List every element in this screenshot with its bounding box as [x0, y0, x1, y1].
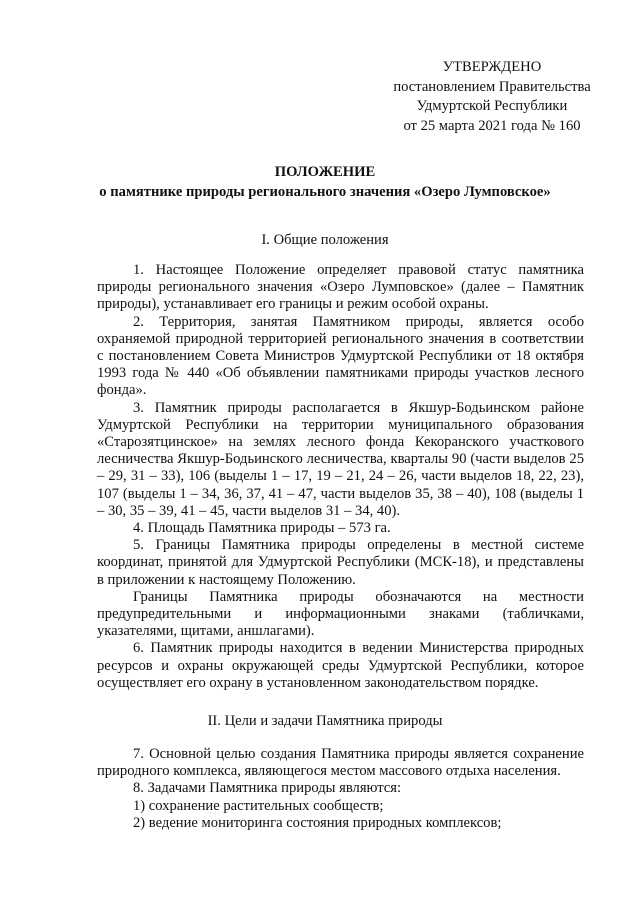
document-title: ПОЛОЖЕНИЕ	[274, 164, 376, 180]
approval-line-date: от 25 марта 2021 года № 160	[403, 117, 581, 134]
paragraph-3: 3. Памятник природы располагается в Якшур-Бодьинском районе Удмуртской Республики на территории муниципального образования «Старозятцинское» на землях лесного фонда Кекоранского участкового лесничества Якшур-Бодьинского лесничества, кварталы 90 (части выделов 25 – 29, 31 – 33), 106 (выделы 1 – 17, 19 – 21, 24 – 26, части выделов 18, 22, 23), 107 (выделы 1 – 34, 36, 37, 41 – 47, части выделов 35, 38 – 40), 108 (выделы 1 – 30, 35 – 39, 41 – 45, части выделов 31 – 34, 40).	[97, 399, 584, 519]
section-1-heading: I. Общие положения	[261, 232, 389, 248]
section-1-body	[97, 262, 584, 692]
approval-stamp	[392, 58, 592, 136]
paragraph-8: 8. Задачами Памятника природы являются:	[133, 780, 402, 797]
approval-line-resolution: постановлением Правительства	[393, 78, 591, 95]
section-2-body	[97, 746, 584, 832]
paragraph-5: 5. Границы Памятника природы определены в местной системе координат, принятой для Удмуртской Республики (МСК-18), и представлены в приложении к настоящему Положению.	[97, 537, 584, 588]
paragraph-5-boundaries: Границы Памятника природы обозначаются на местности предупредительными и информационными знаками (табличками, указателями, щитами, аншлагами).	[97, 588, 584, 640]
list-item-2: 2) ведение мониторинга состояния природных комплексов;	[133, 814, 502, 831]
paragraph-2: 2. Территория, занятая Памятником природы, является особо охраняемой природной территорией регионального значения в соответствии с постановлением Совета Министров Удмуртской Республики от 18 октября 1993 года № 440 «Об объявлении памятниками природы участков лесного фонда».	[97, 313, 584, 399]
paragraph-4: 4. Площадь Памятника природы – 573 га.	[133, 520, 391, 537]
paragraph-7: 7. Основной целью создания Памятника природы является сохранение природного комплекса, являющегося местом массового отдыха населения.	[97, 746, 584, 780]
list-item-1: 1) сохранение растительных сообществ;	[133, 797, 384, 814]
approval-line-republic: Удмуртской Республики	[416, 98, 568, 114]
paragraph-6: 6. Памятник природы находится в ведении Министерства природных ресурсов и охраны окружающей среды Удмуртской Республики, которое осуществляет его охрану в установленном законодательством порядке.	[97, 640, 584, 691]
section-2-heading: II. Цели и задачи Памятника природы	[207, 713, 443, 729]
approval-title: УТВЕРЖДЕНО	[442, 59, 542, 75]
document-subtitle: о памятнике природы регионального значения «Озеро Лумповское»	[99, 184, 551, 200]
paragraph-1: 1. Настоящее Положение определяет правовой статус памятника природы регионального значения «Озеро Лумповское» (далее – Памятник природы), устанавливает его границы и режим особой охраны.	[97, 262, 584, 313]
document-title-block	[80, 162, 570, 202]
